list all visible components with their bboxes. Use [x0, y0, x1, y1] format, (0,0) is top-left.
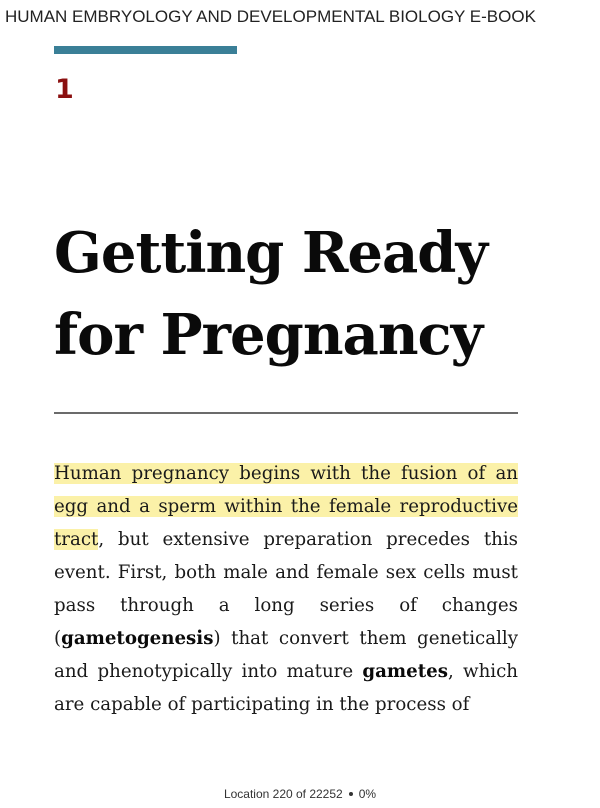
- percent-read: 0%: [358, 787, 377, 801]
- body-paragraph[interactable]: [54, 457, 518, 721]
- body-text-segment: , which are capable of participating in the process of: [54, 661, 519, 715]
- body-text-segment: ) that convert them genetically and phenotypically into mature: [54, 628, 518, 682]
- term-gametogenesis: gametogenesis: [61, 628, 214, 649]
- chapter-title-line-1: Getting Ready: [54, 220, 487, 286]
- chapter-title: [54, 212, 534, 376]
- chapter-number: 1: [55, 74, 74, 105]
- chapter-accent-bar: [54, 46, 237, 54]
- body-text-segment: , but extensive preparation precedes this event. First, both male and female sex cells must pass through a long series of changes (: [54, 529, 518, 649]
- location-indicator: Location 220 of 22252: [223, 787, 343, 801]
- separator-dot-icon: [349, 792, 353, 796]
- book-title-header: HUMAN EMBRYOLOGY AND DEVELOPMENTAL BIOLOGY E-BOOK: [5, 7, 536, 26]
- title-divider: [54, 412, 518, 414]
- reading-progress-footer: [0, 787, 600, 801]
- highlighted-passage[interactable]: Human pregnancy begins with the fusion of an egg and a sperm within the female reproductive tract: [54, 463, 518, 550]
- term-gametes: gametes: [362, 661, 448, 682]
- chapter-title-line-2: for Pregnancy: [54, 302, 483, 368]
